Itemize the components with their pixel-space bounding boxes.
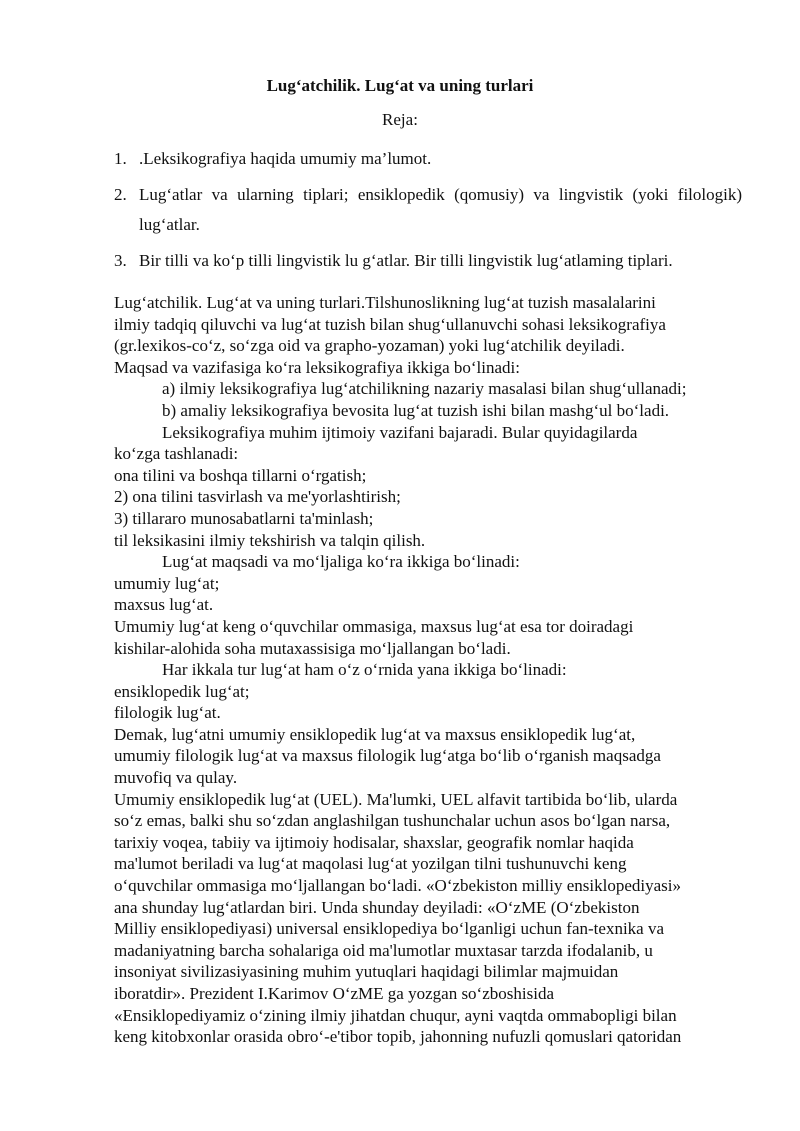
text-line: umumiy filologik lug‘at va maxsus filologik lug‘atga bo‘lib o‘rganish maqsadga [114,746,661,766]
text-line: (gr.lexikos-co‘z, so‘zga oid va grapho-yozaman) yoki lug‘atchilik deyiladi. [114,336,625,356]
plan-item-number: 2. [114,185,127,204]
plan-item-text: Lug‘atlar va ularning tiplari; ensiklopedik (qomusiy) va lingvistik (yoki filologik) lug‘atlar. [139,185,742,234]
plan-item-number: 1. [114,149,127,168]
text-line: ona tilini va boshqa tillarni o‘rgatish; [114,465,367,485]
plan-list [114,144,742,282]
text-line: ensiklopedik lug‘at; [114,681,250,701]
text-line: maxsus lug‘at. [114,595,214,615]
plan-item [114,144,742,174]
text-line: b) amaliy leksikografiya bevosita lug‘at tuzish ishi bilan mashg‘ul bo‘ladi. [162,400,670,420]
text-line: umumiy lug‘at; [114,573,220,593]
text-line: kishilar-alohida soha mutaxassisiga mo‘ljallangan bo‘ladi. [114,638,511,658]
text-line: Lug‘atchilik. Lug‘at va uning turlari.Tilshunoslikning lug‘at tuzish masalalarini [114,293,656,312]
text-line: Milliy ensiklopediyasi) universal ensiklopediya bo‘lganligi uchun fan-texnika va [114,919,665,939]
text-line: filologik lug‘at. [114,703,221,723]
text-line: ma'lumot beriladi va lug‘at maqolasi lug‘at yozilgan tilni tushunuvchi keng [114,854,627,874]
text-line: ko‘zga tashlanadi: [114,444,239,464]
text-line: 2) ona tilini tasvirlash va me'yorlashtirish; [114,487,401,507]
text-line: iboratdir». Prezident I.Karimov O‘zME ga yozgan so‘zboshisida [114,984,554,1003]
text-line: «Ensiklopediyamiz o‘zining ilmiy jihatdan chuqur, ayni vaqtda ommabopligi bilan [114,1005,677,1025]
text-line: Leksikografiya muhim ijtimoiy vazifani bajaradi. Bular quyidagilarda [162,422,638,442]
text-line: a) ilmiy leksikografiya lug‘atchilikning nazariy masalasi bilan shug‘ullanadi; [162,379,687,399]
plan-item [114,180,742,240]
text-line: muvofiq va qulay. [114,768,238,788]
plan-heading: Reja: [382,110,418,129]
text-line: til leksikasini ilmiy tekshirish va talqin qilish. [114,530,426,550]
document-title: Lug‘atchilik. Lug‘at va uning turlari [266,76,534,95]
text-line: so‘z emas, balki shu so‘zdan anglashilgan tushunchalar uchun asos bo‘lgan narsa, [114,811,671,831]
plan-item-text: .Leksikografiya haqida umumiy ma’lumot. [139,149,432,168]
text-line: tarixiy voqea, tabiiy va ijtimoiy hodisalar, shaxslar, geografik nomlar haqida [114,832,634,852]
plan-item [114,246,742,276]
text-line: Har ikkala tur lug‘at ham o‘z o‘rnida yana ikkiga bo‘linadi: [162,660,567,680]
text-line: Maqsad va vazifasiga ko‘ra leksikografiya ikkiga bo‘linadi: [114,357,520,377]
text-line: Umumiy lug‘at keng o‘quvchilar ommasiga, maxsus lug‘at esa tor doiradagi [114,616,634,636]
plan-item-number: 3. [114,251,127,270]
text-line: keng kitobxonlar orasida obro‘-e'tibor topib, jahonning nufuzli qomuslari qatoridan [114,1027,682,1047]
text-line: 3) tillararo munosabatlarni ta'minlash; [114,508,374,528]
body-text [114,292,744,1048]
text-line: ana shunday lug‘atlardan biri. Unda shunday deyiladi: «O‘zME (O‘zbekiston [114,897,640,917]
text-line: Umumiy ensiklopedik lug‘at (UEL). Ma'lumki, UEL alfavit tartibida bo‘lib, ularda [114,789,678,809]
text-line: Demak, lug‘atni umumiy ensiklopedik lug‘at va maxsus ensiklopedik lug‘at, [114,724,636,744]
text-line: Lug‘at maqsadi va mo‘ljaliga ko‘ra ikkiga bo‘linadi: [162,552,520,572]
text-line: madaniyatning barcha sohalariga oid ma'lumotlar muxtasar tarzda ifodalanib, u [114,940,653,960]
text-line: ilmiy tadqiq qiluvchi va lug‘at tuzish bilan shug‘ullanuvchi sohasi leksikografiya [114,314,666,334]
text-line: insoniyat sivilizasiyasining muhim yutuqlari haqidagi bilimlar majmuidan [114,962,619,982]
plan-item-text: Bir tilli va ko‘p tilli lingvistik lu g‘atlar. Bir tilli lingvistik lug‘atlaming tiplari. [139,251,673,270]
text-line: o‘quvchilar ommasiga mo‘ljallangan bo‘ladi. «O‘zbekiston milliy ensiklopediyasi» [114,876,682,896]
